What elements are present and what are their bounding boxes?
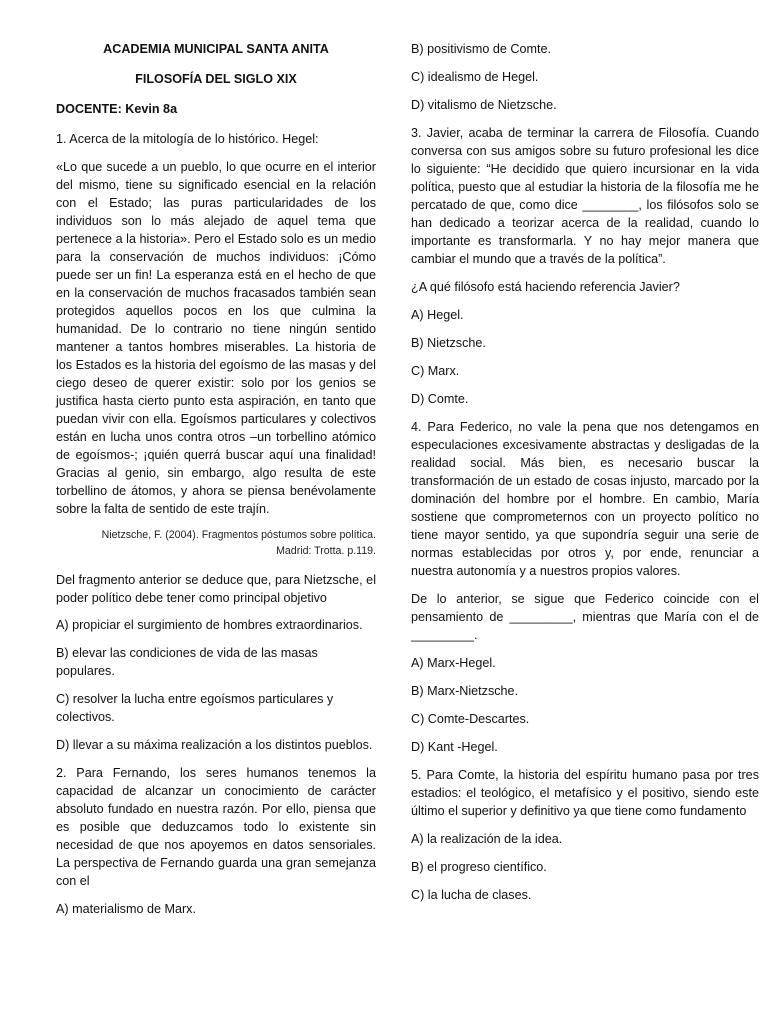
q3-question: ¿A qué filósofo está haciendo referencia Javier? [411,280,680,294]
q4-option-a: A) Marx-Hegel. [411,656,496,670]
q4-option-b: B) Marx-Nietzsche. [411,684,519,698]
q3-option-b: B) Nietzsche. [411,336,486,350]
q1-option-a: A) propiciar el surgimiento de hombres extraordinarios. [56,618,363,632]
right-column [411,40,759,914]
q3-option-c: C) Marx. [411,364,460,378]
q5-prompt: 5. Para Comte, la historia del espíritu humano pasa por tres estadios: el teológico, el metafísico y el positivo, siendo este último el superior y definitivo ya que tiene como fundamento [411,768,759,818]
q1-option-d: D) llevar a su máxima realización a los distintos pueblos. [56,738,373,752]
q4-question: De lo anterior, se sigue que Federico coincide con el pensamiento de _________, mientras que María con el de _________. [411,592,759,642]
q2-option-c: C) idealismo de Hegel. [411,70,539,84]
q5-option-a: A) la realización de la idea. [411,832,563,846]
q1-option-b: B) elevar las condiciones de vida de las masas populares. [56,646,318,678]
left-column [56,40,376,928]
q2-option-a: A) materialismo de Marx. [56,902,196,916]
q1-citation-line2: Madrid: Trotta. p.119. [276,545,376,557]
q2-option-d: D) vitalismo de Nietzsche. [411,98,557,112]
q5-option-c: C) la lucha de clases. [411,888,532,902]
q1-quote: «Lo que sucede a un pueblo, lo que ocurre en el interior del mismo, tiene su significado esencial en la relación con el Estado; las puras particularidades de los individuos son lo más alejado de aquel tema que pertenece a la historia». Pero el Estado solo es un medio para la conservación de muchos individuos: ¡Cómo puede ser un fin! La esperanza está en el hecho de que en la conservación de muchos fracasados también sean protegidos aquellos pocos en los que culmina la humanidad. De lo contrario no tiene ningún sentido mantener a tantos hombres miserables. La historia de los Estados es la historia del egoísmo de las masas y del ciego deseo de querer existir: solo por los genios se justifica hasta cierto punto esta aspiración, en tanto que puedan vivir con ella. Egoísmos particulares y colectivos están en lucha unos contra otros –un torbellino atómico de egoísmos-; ¡quién querrá buscar aquí una finalidad! Gracias al genio, sin embargo, algo resulta de este torbellino de átomos, y ahora se piensa benévolamente sobre la falta de sentido de este trajín. [56,160,376,516]
subject-title: FILOSOFÍA DEL SIGLO XIX [135,72,297,86]
q1-prompt: 1. Acerca de la mitología de lo histórico. Hegel: [56,132,319,146]
q2-prompt: 2. Para Fernando, los seres humanos tenemos la capacidad de alcanzar un conocimiento de carácter absoluto fundado en nuestra razón. Por ello, piensa que es posible que deduzcamos todo lo existente sin necesidad de que nos apoyemos en datos sensoriales. La perspectiva de Fernando guarda una gran semejanza con el [56,766,376,888]
q1-citation-line1: Nietzsche, F. (2004). Fragmentos póstumos sobre política. [101,529,376,541]
q1-citation [56,527,376,559]
q5-option-b: B) el progreso científico. [411,860,547,874]
q1-question: Del fragmento anterior se deduce que, para Nietzsche, el poder político debe tener como principal objetivo [56,573,376,605]
teacher-line: DOCENTE: Kevin 8a [56,102,178,116]
q3-prompt: 3. Javier, acaba de terminar la carrera de Filosofía. Cuando conversa con sus amigos sobre su futuro profesional les dice lo siguiente: “He decidido que quiero incursionar en la vida política, puesto que al estudiar la historia de la filosofía me he percatado de que, como dice ________, los filósofos solo se han dedicado a teorizar acerca de la realidad, cuando lo importante es transformarla. Y no hay mejor manera que cambiar el mundo que a través de la política”. [411,126,759,266]
q4-prompt: 4. Para Federico, no vale la pena que nos detengamos en especulaciones excesivamente abstractas y desligadas de la realidad social. Más bien, es necesario buscar la transformación de un estado de cosas injusto, marcado por la dominación del hombre por el hombre. En cambio, María sostiene que comprometernos con un proyecto político no tiene mayor sentido, ya que supondría seguir una serie de normas establecidas por otros y, por ende, renunciar a nuestra autonomía y a nuestros propios valores. [411,420,759,578]
q4-option-c: C) Comte-Descartes. [411,712,530,726]
q4-option-d: D) Kant -Hegel. [411,740,498,754]
q3-option-d: D) Comte. [411,392,469,406]
school-title: ACADEMIA MUNICIPAL SANTA ANITA [103,42,329,56]
q3-option-a: A) Hegel. [411,308,464,322]
q1-option-c: C) resolver la lucha entre egoísmos particulares y colectivos. [56,692,334,724]
q2-option-b: B) positivismo de Comte. [411,42,551,56]
